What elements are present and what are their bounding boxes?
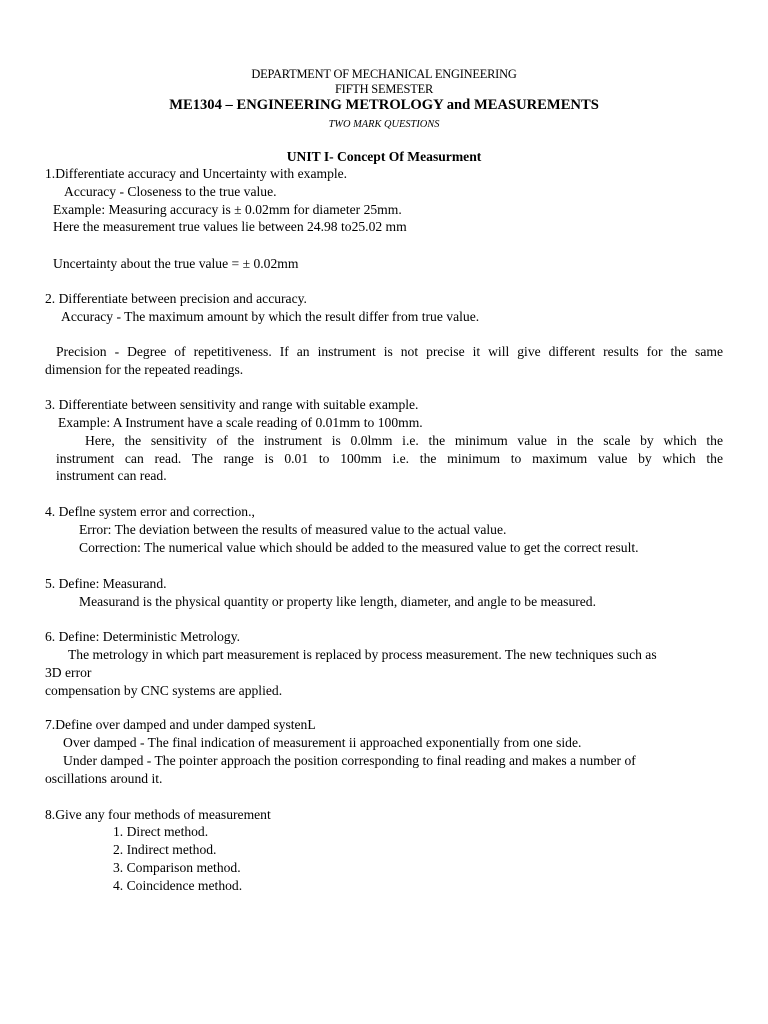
unit-title: UNIT I- Concept Of Measurment: [286, 149, 482, 164]
question-1: 1.Differentiate accuracy and Uncertainty with example.: [45, 166, 348, 181]
question-4: 4. Deflne system error and correction.,: [45, 504, 255, 519]
q6-line-3: compensation by CNC systems are applied.: [45, 683, 283, 698]
q3-paragraph-line-1: Here, the sensitivity of the instrument is 0.0lmm i.e. the minimum value in the scale by which the: [85, 433, 723, 448]
q6-line-1: The metrology in which part measurement is replaced by process measurement. The new techniques such as: [68, 647, 657, 662]
question-7: 7.Define over damped and under damped systenL: [45, 717, 316, 732]
q4-error: Error: The deviation between the results of measured value to the actual value.: [79, 522, 507, 537]
q1-accuracy: Accuracy - Closeness to the true value.: [64, 184, 277, 199]
q3-paragraph-line-3: instrument can read.: [56, 468, 167, 483]
department-name: DEPARTMENT OF MECHANICAL ENGINEERING: [251, 67, 517, 81]
question-2: 2. Differentiate between precision and accuracy.: [45, 291, 307, 306]
question-5: 5. Define: Measurand.: [45, 576, 167, 591]
q6-line-2: 3D error: [45, 665, 92, 680]
q3-paragraph-line-2: instrument can read. The range is 0.01 to 100mm i.e. the minimum to maximum value by which the: [56, 451, 723, 466]
q2-precision-line-1: Precision - Degree of repetitiveness. If an instrument is not precise it will give different results for the same: [56, 344, 723, 359]
q1-uncertainty: Uncertainty about the true value = ± 0.02mm: [53, 256, 299, 271]
q2-accuracy: Accuracy - The maximum amount by which the result differ from true value.: [61, 309, 480, 324]
q7-under-damped-line-2: oscillations around it.: [45, 771, 163, 786]
q1-range: Here the measurement true values lie between 24.98 to25.02 mm: [53, 219, 407, 234]
q5-answer: Measurand is the physical quantity or property like length, diameter, and angle to be measured.: [79, 594, 596, 609]
semester: FIFTH SEMESTER: [334, 82, 434, 96]
q3-example: Example: A Instrument have a scale reading of 0.01mm to 100mm.: [58, 415, 423, 430]
list-item: 4. Coincidence method.: [113, 878, 243, 893]
q1-example: Example: Measuring accuracy is ± 0.02mm for diameter 25mm.: [53, 202, 402, 217]
question-8: 8.Give any four methods of measurement: [45, 807, 271, 822]
document-subtitle: TWO MARK QUESTIONS: [328, 119, 440, 130]
question-6: 6. Define: Deterministic Metrology.: [45, 629, 241, 644]
question-3: 3. Differentiate between sensitivity and range with suitable example.: [45, 397, 419, 412]
list-item: 2. Indirect method.: [113, 842, 217, 857]
list-item: 1. Direct method.: [113, 824, 209, 839]
q7-over-damped: Over damped - The final indication of measurement ii approached exponentially from one side.: [63, 735, 582, 750]
q7-under-damped-line-1: Under damped - The pointer approach the position corresponding to final reading and makes a number of: [63, 753, 636, 768]
course-title: ME1304 – ENGINEERING METROLOGY and MEASUREMENTS: [169, 97, 599, 113]
list-item: 3. Comparison method.: [113, 860, 241, 875]
q2-precision-line-2: dimension for the repeated readings.: [45, 362, 244, 377]
q4-correction: Correction: The numerical value which should be added to the measured value to get the correct result.: [79, 540, 639, 555]
